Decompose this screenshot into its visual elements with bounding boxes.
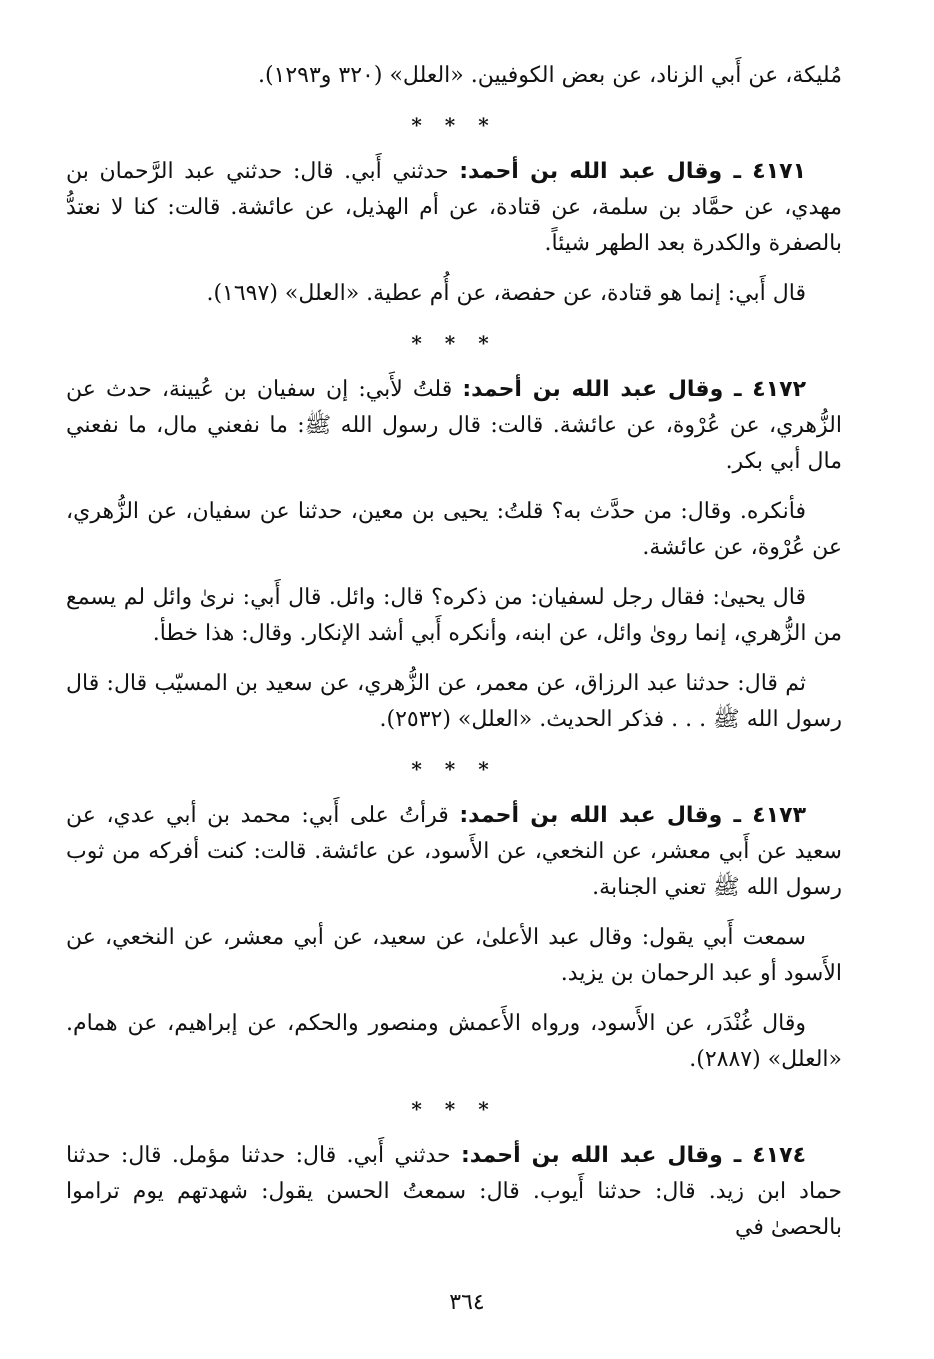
entry-4172-p4: ثم قال: حدثنا عبد الرزاق، عن معمر، عن الزُّهري، عن سعيد بن المسيّب قال: قال رسول الله ﷺ . . . فذكر الحديث. «العلل» (٢٥٣٢). [66,671,842,732]
entry-heading: ٤١٧١ ـ وقال عبد الله بن أحمد: [459,159,806,184]
entry-4172-p2: فأنكره. وقال: من حدَّث به؟ قلتُ: يحيى بن معين، حدثنا عن سفيان، عن الزُّهري، عن عُرْوة، عن عائشة. [66,499,842,560]
entry-heading: ٤١٧٣ ـ وقال عبد الله بن أحمد: [459,803,806,828]
entry-heading: ٤١٧٤ ـ وقال عبد الله بن أحمد: [460,1143,806,1168]
entry-text: قلتُ لأَبي: إن سفيان بن عُيينة، حدث عن الزُّهري، عن عُرْوة، عن عائشة. قالت: قال رسول الله ﷺ: ما نفعني مال، ما نفعني مال أبي بكر. [66,377,842,474]
entry-4173 [66,798,842,906]
entry-4172 [66,372,842,480]
entry-4173-p3: وقال غُنْدَر، عن الأَسود، ورواه الأَعمش ومنصور والحكم، عن إبراهيم، عن همام. «العلل» (٢٨٨٧). [66,1011,842,1072]
section-separator: * * * [411,113,497,137]
entry-text: حدثني أَبي. قال: حدثنا مؤمل. قال: حدثنا حماد ابن زيد. قال: حدثنا أَيوب. قال: سمعتُ الحسن يقول: شهدتهم يوم تراموا بالحصىٰ في [66,1143,842,1240]
entry-4171-comment: قال أَبي: إنما هو قتادة، عن حفصة، عن أُم عطية. «العلل» (١٦٩٧). [206,281,806,306]
entry-4172-p3: قال يحيىٰ: فقال رجل لسفيان: من ذكره؟ قال: وائل. قال أَبي: نرىٰ وائل لم يسمع من الزُّهري، إنما روىٰ وائل، عن ابنه، وأنكره أَبي أشد الإنكار. وقال: هذا خطأ. [66,585,842,646]
continuation-line: مُليكة، عن أَبي الزناد، عن بعض الكوفيين. «العلل» (٣٢٠ و١٢٩٣). [257,63,842,88]
page-number: ٣٦٤ [449,1290,485,1315]
entry-4173-p2: سمعت أَبي يقول: وقال عبد الأعلىٰ، عن سعيد، عن أبي معشر، عن النخعي، عن الأَسود أو عبد الرحمان بن يزيد. [66,925,842,986]
entry-text: قرأتُ على أَبي: محمد بن أبي عدي، عن سعيد عن أَبي معشر، عن النخعي، عن الأَسود، عن عائشة. قالت: كنت أفركه من ثوب رسول الله ﷺ تعني الجنابة. [66,803,842,900]
entry-heading: ٤١٧٢ ـ وقال عبد الله بن أحمد: [462,377,806,402]
entry-4174 [66,1138,842,1246]
entry-text: حدثني أَبي. قال: حدثني عبد الرَّحمان بن مهدي، عن حمَّاد بن سلمة، عن قتادة، عن أم الهذيل، عن عائشة. قالت: كنا لا نعتدُّ بالصفرة والكدرة بعد الطهر شيئاً. [66,159,842,256]
section-separator: * * * [411,757,497,781]
section-separator: * * * [411,1097,497,1121]
entry-4171 [66,154,842,262]
text-column [66,58,842,1260]
section-separator: * * * [411,331,497,355]
